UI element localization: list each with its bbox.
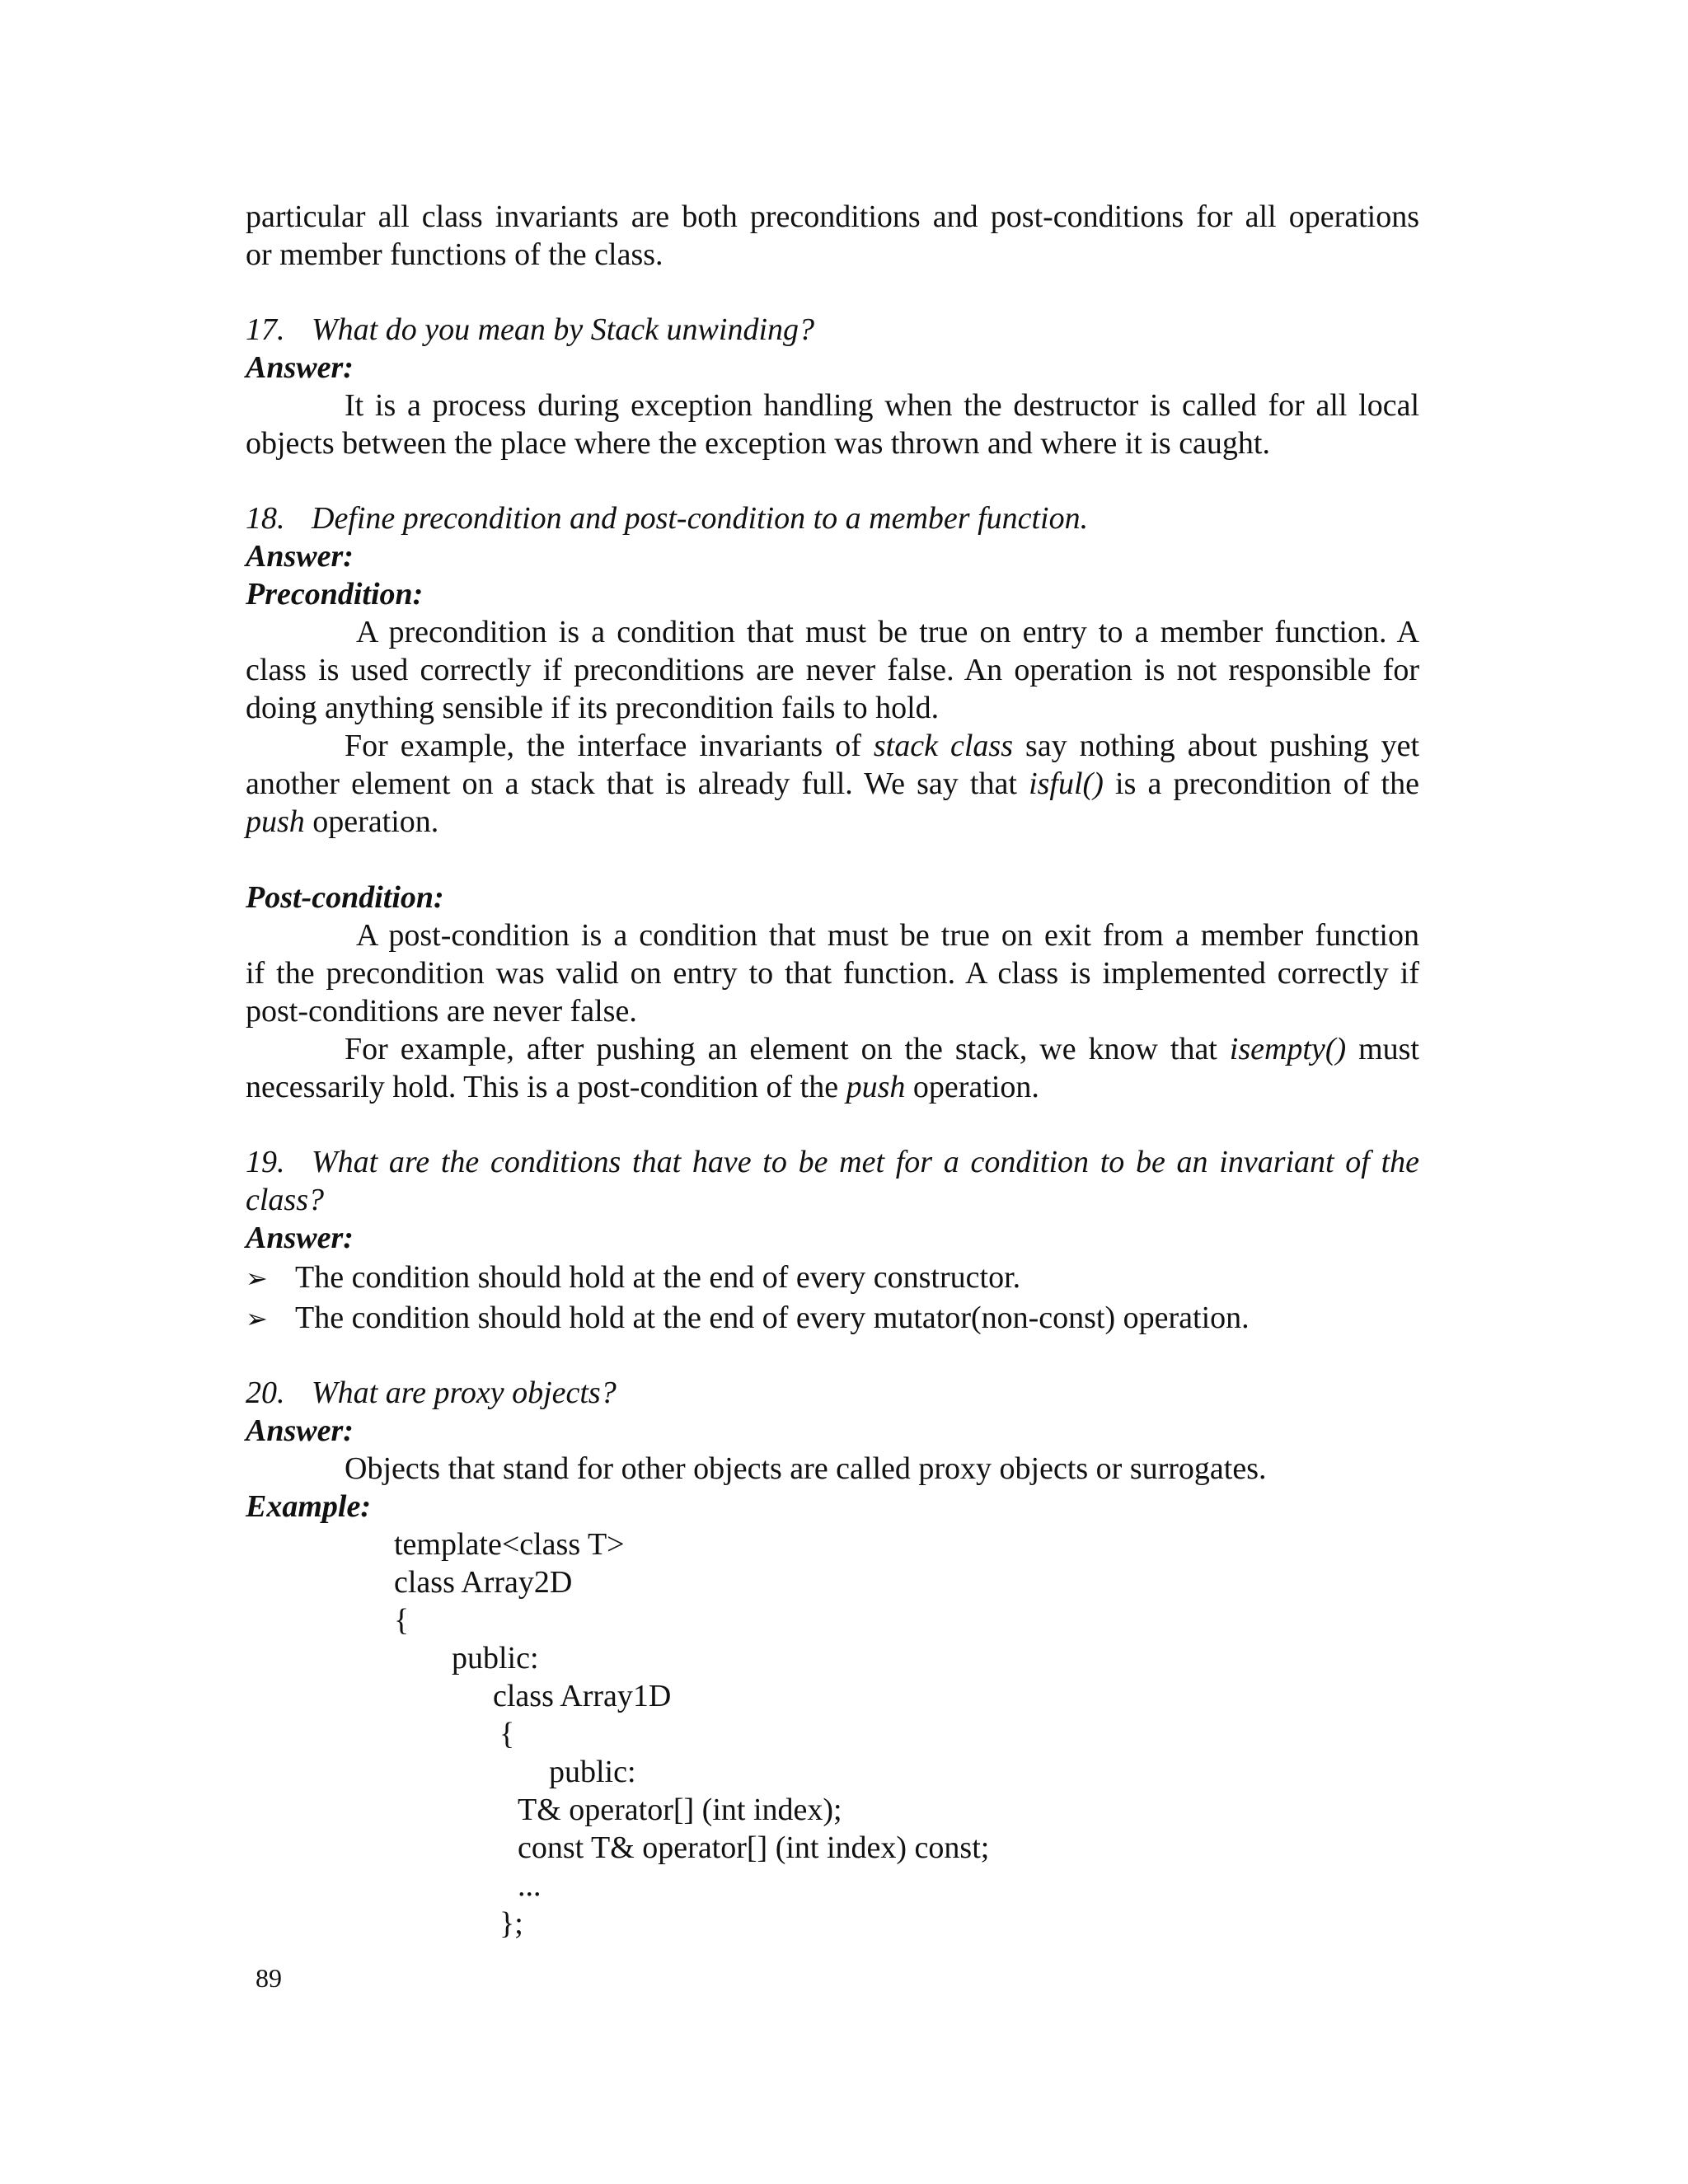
question-number: 18.: [246, 501, 285, 536]
paragraph-line: class is used correctly if preconditions are never false. An operation is not responsible for: [246, 653, 1419, 687]
paragraph-line: [246, 803, 1419, 841]
bullet-text: The condition should hold at the end of every mutator(non-const) operation.: [295, 1301, 1250, 1335]
question-text: What are the conditions that have to be met for a condition to be an invariant of the: [312, 1145, 1419, 1179]
paragraph-line: A post-condition is a condition that must be true on exit from a member function: [356, 918, 1419, 953]
question-text: What are proxy objects?: [312, 1376, 617, 1410]
text-run: operation.: [905, 1070, 1039, 1104]
emphasis-text: push: [846, 1070, 906, 1104]
emphasis-text: stack class: [873, 729, 1013, 763]
text-run: must: [1346, 1032, 1419, 1066]
question-text: Define precondition and post-condition to a member function.: [312, 501, 1089, 536]
answer-label: Answer:: [246, 350, 354, 385]
page-number: 89: [256, 1963, 282, 1993]
question-17: [246, 311, 1419, 349]
text-run: operation.: [304, 804, 439, 839]
answer-label: Answer:: [246, 1413, 354, 1448]
question-number: 19.: [246, 1145, 285, 1179]
paragraph-line: [246, 765, 1419, 803]
answer-text-line: objects between the place where the exception was thrown and where it is caught.: [246, 426, 1270, 461]
text-run: another element on a stack that is already full. We say that: [246, 766, 1029, 801]
code-line: template<class T>: [394, 1527, 625, 1562]
code-line: class Array2D: [394, 1565, 573, 1600]
paragraph-line: [345, 727, 1419, 765]
answer-text-line: It is a process during exception handling when the destructor is called for all local: [345, 388, 1419, 423]
text-run: For example, the interface invariants of: [345, 729, 874, 763]
answer-label: Answer:: [246, 539, 354, 574]
question-number: 20.: [246, 1376, 285, 1410]
example-label: Example:: [246, 1489, 371, 1524]
arrow-bullet-icon: ➢: [246, 1303, 268, 1334]
paragraph-line: doing anything sensible if its precondition fails to hold.: [246, 691, 940, 725]
intro-line: particular all class invariants are both preconditions and post-conditions for all operations: [246, 199, 1419, 234]
paragraph-line: [246, 1068, 1419, 1106]
emphasis-text: isempty(): [1229, 1032, 1347, 1066]
code-line: ...: [518, 1868, 542, 1903]
question-text: What do you mean by Stack unwinding?: [312, 312, 815, 347]
answer-label: Answer:: [246, 1221, 354, 1255]
answer-text-line: Objects that stand for other objects are called proxy objects or surrogates.: [345, 1451, 1267, 1486]
paragraph-line: post-conditions are never false.: [246, 994, 637, 1029]
code-line: class Array1D: [493, 1679, 672, 1713]
paragraph-line: if the precondition was valid on entry to that function. A class is implemented correctly if: [246, 956, 1419, 991]
code-line: };: [499, 1906, 523, 1941]
question-number: 17.: [246, 312, 285, 347]
code-line: {: [499, 1717, 515, 1751]
text-run: is a precondition of the: [1103, 766, 1419, 801]
bullet-text: The condition should hold at the end of every constructor.: [295, 1260, 1021, 1295]
precondition-heading: Precondition:: [246, 577, 424, 612]
text-run: For example, after pushing an element on the stack, we know that: [345, 1032, 1230, 1066]
text-run: say nothing about pushing yet: [1012, 729, 1419, 763]
code-line: public:: [452, 1641, 539, 1675]
code-line: const T& operator[] (int index) const;: [518, 1830, 990, 1865]
paragraph-line: A precondition is a condition that must be true on entry to a member function. A: [356, 615, 1419, 649]
code-line: public:: [549, 1755, 636, 1789]
question-text-line: class?: [246, 1183, 324, 1217]
code-line: T& operator[] (int index);: [518, 1793, 842, 1827]
question-19: [246, 1143, 1419, 1181]
postcondition-heading: Post-condition:: [246, 880, 444, 915]
question-20: [246, 1374, 1419, 1412]
text-run: necessarily hold. This is a post-condition of the: [246, 1070, 846, 1104]
code-line: {: [394, 1603, 410, 1638]
emphasis-text: isful(): [1029, 766, 1104, 801]
intro-line: or member functions of the class.: [246, 237, 663, 272]
question-18: [246, 499, 1419, 537]
paragraph-line: [345, 1030, 1419, 1068]
bullet-item: [246, 1299, 1419, 1338]
emphasis-text: push: [246, 804, 305, 839]
arrow-bullet-icon: ➢: [246, 1263, 268, 1294]
bullet-item: [246, 1258, 1419, 1297]
